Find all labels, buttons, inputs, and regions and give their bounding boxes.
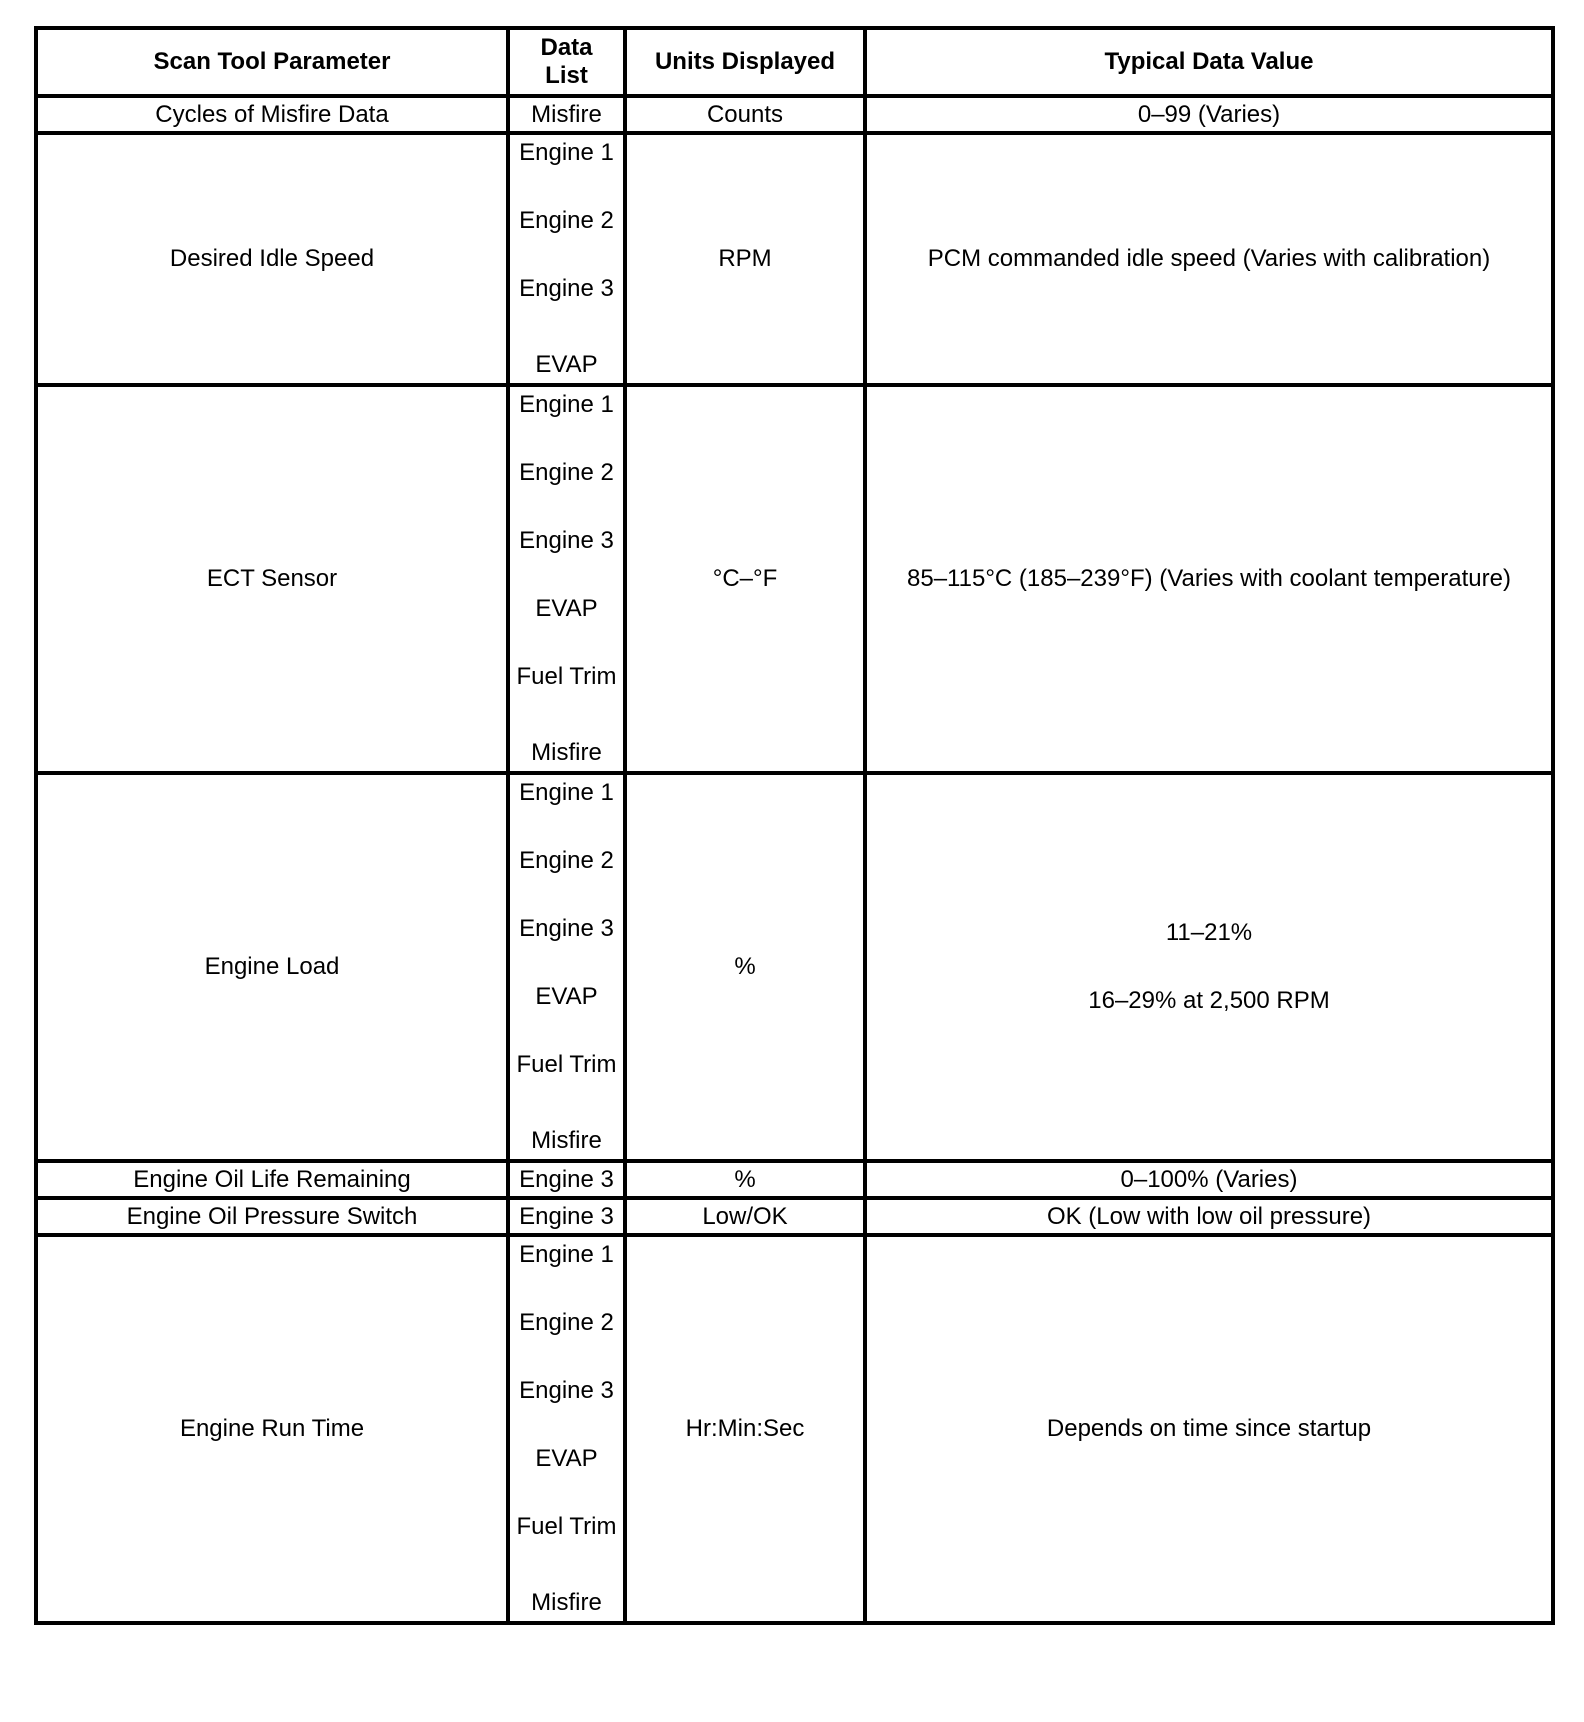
- data-list-item: Engine 2: [519, 1309, 614, 1336]
- header-data-list: Data List: [508, 28, 625, 96]
- data-list-item: Engine 2: [519, 847, 614, 874]
- data-list-item: Misfire: [531, 1127, 602, 1154]
- units-cell: %: [625, 773, 865, 1161]
- data-list-item: Misfire: [531, 1589, 602, 1616]
- parameter-cell: Desired Idle Speed: [36, 133, 508, 385]
- parameter-cell: Engine Oil Pressure Switch: [36, 1198, 508, 1235]
- typical-value-cell: [865, 773, 1553, 1161]
- typical-value-cell: OK (Low with low oil pressure): [865, 1198, 1553, 1235]
- units-cell: Hr:Min:Sec: [625, 1235, 865, 1623]
- data-list-cell: Engine 3: [508, 1198, 625, 1235]
- data-list-item: Engine 1: [519, 779, 614, 806]
- units-cell: °C–°F: [625, 385, 865, 773]
- typical-value-cell: 0–99 (Varies): [865, 96, 1553, 133]
- typical-value-line: 16–29% at 2,500 RPM: [1088, 987, 1330, 1014]
- parameter-cell: Engine Oil Life Remaining: [36, 1161, 508, 1198]
- table-row: [36, 1198, 1553, 1235]
- table-row: [36, 96, 1553, 133]
- table-row: [36, 1235, 1553, 1623]
- units-cell: RPM: [625, 133, 865, 385]
- parameter-cell: Engine Run Time: [36, 1235, 508, 1623]
- data-list-item: Engine 3: [519, 527, 614, 554]
- table-row: [36, 385, 1553, 773]
- table-header: [36, 28, 1553, 96]
- parameter-cell: ECT Sensor: [36, 385, 508, 773]
- table-row: [36, 1161, 1553, 1198]
- units-cell: Counts: [625, 96, 865, 133]
- header-row: [36, 28, 1553, 96]
- header-parameter: Scan Tool Parameter: [36, 28, 508, 96]
- data-list-item: Fuel Trim: [516, 1051, 617, 1078]
- data-list-cell: [508, 773, 625, 1161]
- data-list-item: Engine 1: [519, 139, 614, 166]
- header-typical-value: Typical Data Value: [865, 28, 1553, 96]
- data-list-cell: [508, 133, 625, 385]
- data-list-item: Engine 1: [519, 391, 614, 418]
- table-row: [36, 133, 1553, 385]
- data-list-item: Fuel Trim: [516, 1513, 617, 1540]
- data-list-item: EVAP: [535, 1445, 598, 1472]
- data-list-cell: Misfire: [508, 96, 625, 133]
- typical-value-cell: 85–115°C (185–239°F) (Varies with coolant temperature): [865, 385, 1553, 773]
- data-list-item: Engine 3: [519, 1377, 614, 1404]
- scan-tool-data-table: [34, 26, 1555, 1625]
- data-list-item: Fuel Trim: [516, 663, 617, 690]
- parameter-cell: Cycles of Misfire Data: [36, 96, 508, 133]
- header-units: Units Displayed: [625, 28, 865, 96]
- units-cell: %: [625, 1161, 865, 1198]
- data-list-item: Engine 1: [519, 1241, 614, 1268]
- typical-value-line: 11–21%: [1165, 919, 1253, 946]
- data-list-cell: [508, 1235, 625, 1623]
- data-list-cell: [508, 385, 625, 773]
- typical-value-cell: PCM commanded idle speed (Varies with calibration): [865, 133, 1553, 385]
- data-list-item: EVAP: [535, 351, 598, 378]
- data-list-item: Engine 3: [519, 275, 614, 302]
- typical-value-cell: Depends on time since startup: [865, 1235, 1553, 1623]
- data-list-item: EVAP: [535, 595, 598, 622]
- table-row: [36, 773, 1553, 1161]
- data-list-item: Engine 2: [519, 207, 614, 234]
- data-list-cell: Engine 3: [508, 1161, 625, 1198]
- table-body: [36, 96, 1553, 1623]
- data-list-item: Engine 2: [519, 459, 614, 486]
- data-list-item: Misfire: [531, 739, 602, 766]
- parameter-cell: Engine Load: [36, 773, 508, 1161]
- units-cell: Low/OK: [625, 1198, 865, 1235]
- data-list-item: Engine 3: [519, 915, 614, 942]
- data-list-item: EVAP: [535, 983, 598, 1010]
- typical-value-cell: 0–100% (Varies): [865, 1161, 1553, 1198]
